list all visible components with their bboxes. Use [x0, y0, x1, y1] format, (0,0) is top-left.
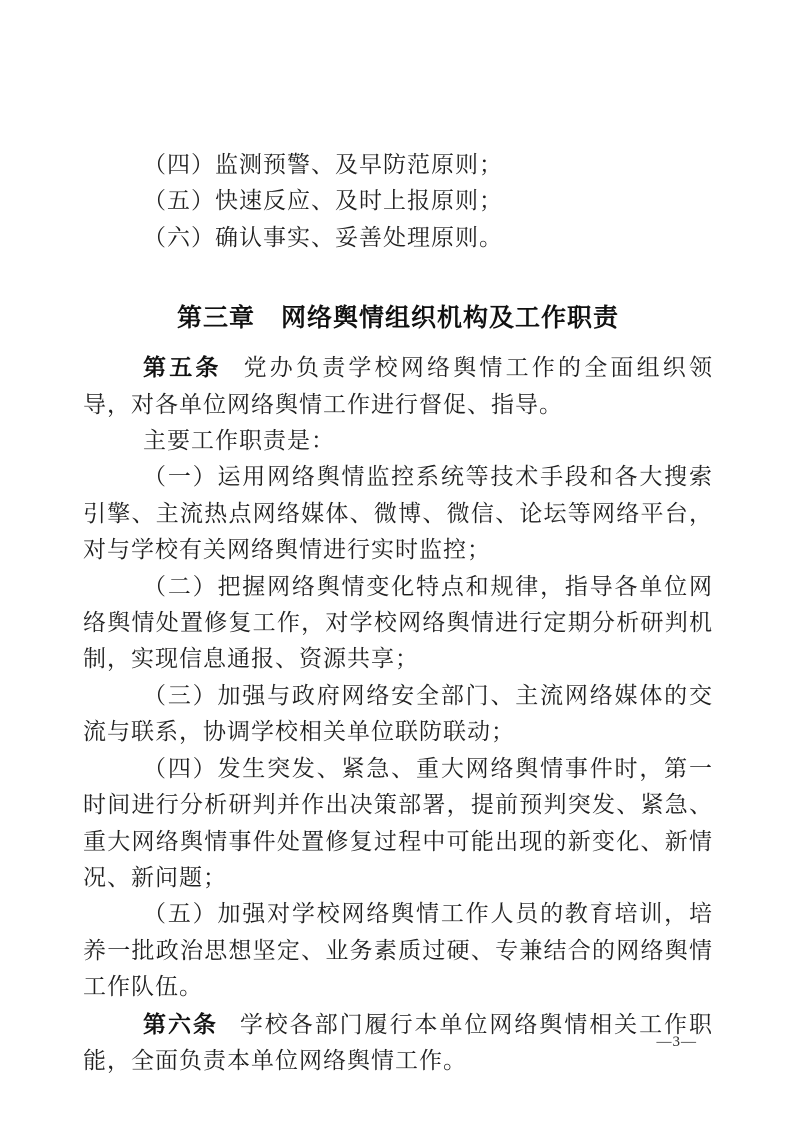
principles-list: [83, 147, 713, 256]
chapter-heading: 第三章 网络舆情组织机构及工作职责: [176, 304, 619, 333]
principle-item-5: （五）快速反应、及时上报原则；: [143, 188, 503, 214]
article-5-duties-intro: 主要工作职责是：: [143, 428, 335, 454]
article-6-opening: [83, 1006, 713, 1080]
article-5-opening: [83, 349, 713, 423]
article-5-duty-4: （四）发生突发、紧急、重大网络舆情事件时，第一时间进行分析研判并作出决策部署，提前预判突发、紧急、重大网络舆情事件处置修复过程中可能出现的新变化、新情况、新问题；: [83, 755, 713, 890]
article-5-duty-2: （二）把握网络舆情变化特点和规律，指导各单位网络舆情处置修复工作，对学校网络舆情进行定期分析研判机制，实现信息通报、资源共享；: [83, 573, 713, 672]
article-5-duty-3: （三）加强与政府网络安全部门、主流网络媒体的交流与联系，协调学校相关单位联防联动；: [83, 682, 713, 745]
article-6-label: 第六条: [143, 1010, 218, 1037]
article-5-duty-1: （一）运用网络舆情监控系统等技术手段和各大搜索引擎、主流热点网络媒体、微博、微信、论坛等网络平台，对与学校有关网络舆情进行实时监控；: [83, 464, 713, 563]
principle-item-6: （六）确认事实、妥善处理原则。: [143, 224, 503, 250]
page-number: —3—: [656, 1034, 697, 1050]
principle-item-4: （四）监测预警、及早防范原则；: [143, 152, 503, 177]
article-5-text: 党办负责学校网络舆情工作的全面组织领导，对各单位网络舆情工作进行督促、指导。: [83, 355, 714, 417]
document-content: [83, 147, 713, 1079]
article-5-duty-5: （五）加强对学校网络舆情工作人员的教育培训，培养一批政治思想坚定、业务素质过硬、专兼结合的网络舆情工作队伍。: [83, 901, 713, 1000]
article-6-text: 学校各部门履行本单位网络舆情相关工作职能，全面负责本单位网络舆情工作。: [83, 1011, 714, 1073]
article-5-label: 第五条: [143, 354, 222, 381]
